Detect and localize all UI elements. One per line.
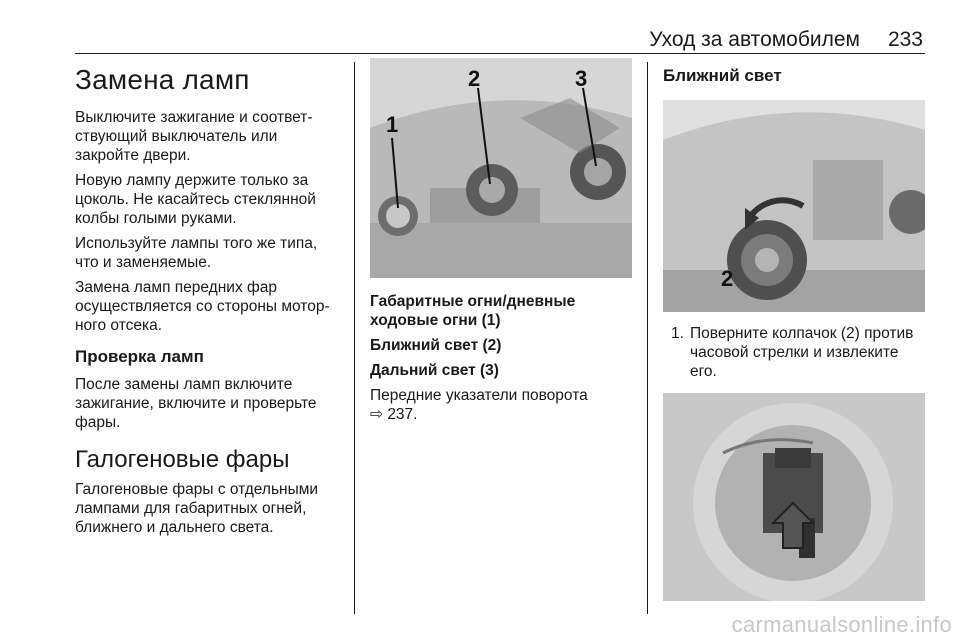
legend-parking-light: Габаритные огни/дневные ходовые огни (1) (370, 293, 576, 329)
page-number: 233 (887, 28, 923, 51)
legend-low-beam: Ближний свет (2) (370, 337, 502, 354)
steps-list (663, 324, 925, 381)
paragraph: Выключите зажигание и соответ-ствующий выключатель или закройте двери. (75, 109, 313, 164)
step-item (663, 324, 925, 381)
column-left (75, 58, 345, 543)
paragraph: После замены ламп включите зажигание, включите и проверьте фары. (75, 376, 317, 431)
subheading-check-lamps: Проверка ламп (75, 347, 204, 366)
paragraph: Новую лампу держите только за цоколь. Не касайтесь стеклянной колбы голыми руками. (75, 172, 316, 227)
paragraph: Используйте лампы того же типа, что и заменяемые. (75, 235, 318, 271)
bulb-removal-photo (663, 393, 925, 601)
step-number: 1. (671, 325, 684, 342)
subheading-low-beam: Ближний свет (663, 66, 782, 85)
turn-signal-note (370, 386, 632, 424)
column-right (663, 58, 925, 601)
headlamp-rear-photo (370, 58, 632, 278)
column-divider-1 (354, 62, 355, 614)
step-text: Поверните колпачок (2) против часовой стрелки и извлеките его. (690, 325, 914, 380)
turn-signal-note-text: Передние указатели поворота (370, 387, 588, 404)
column-divider-2 (647, 62, 648, 614)
low-beam-cap-photo (663, 100, 925, 312)
running-head: Уход за автомобилем (649, 28, 860, 51)
callout-2: 2 (468, 66, 481, 91)
arrow-ref-icon: ⇨ (370, 406, 383, 423)
subheading-halogen: Галогеновые фары (75, 446, 290, 473)
column-middle (370, 58, 632, 430)
paragraph: Замена ламп передних фар осуществляется со стороны мотор-ного отсека. (75, 279, 330, 334)
callout-2b: 2 (721, 266, 734, 291)
legend-high-beam: Дальний свет (3) (370, 362, 499, 379)
callout-3: 3 (575, 66, 588, 91)
callout-1: 1 (386, 112, 399, 137)
watermark: carmanualsonline.info (731, 612, 952, 637)
paragraph: Галогеновые фары с отдельными лампами для габаритных огней, ближнего и дальнего света. (75, 481, 319, 536)
header-rule (75, 53, 925, 54)
page-reference[interactable]: 237. (387, 406, 418, 423)
section-title: Замена ламп (75, 64, 250, 95)
